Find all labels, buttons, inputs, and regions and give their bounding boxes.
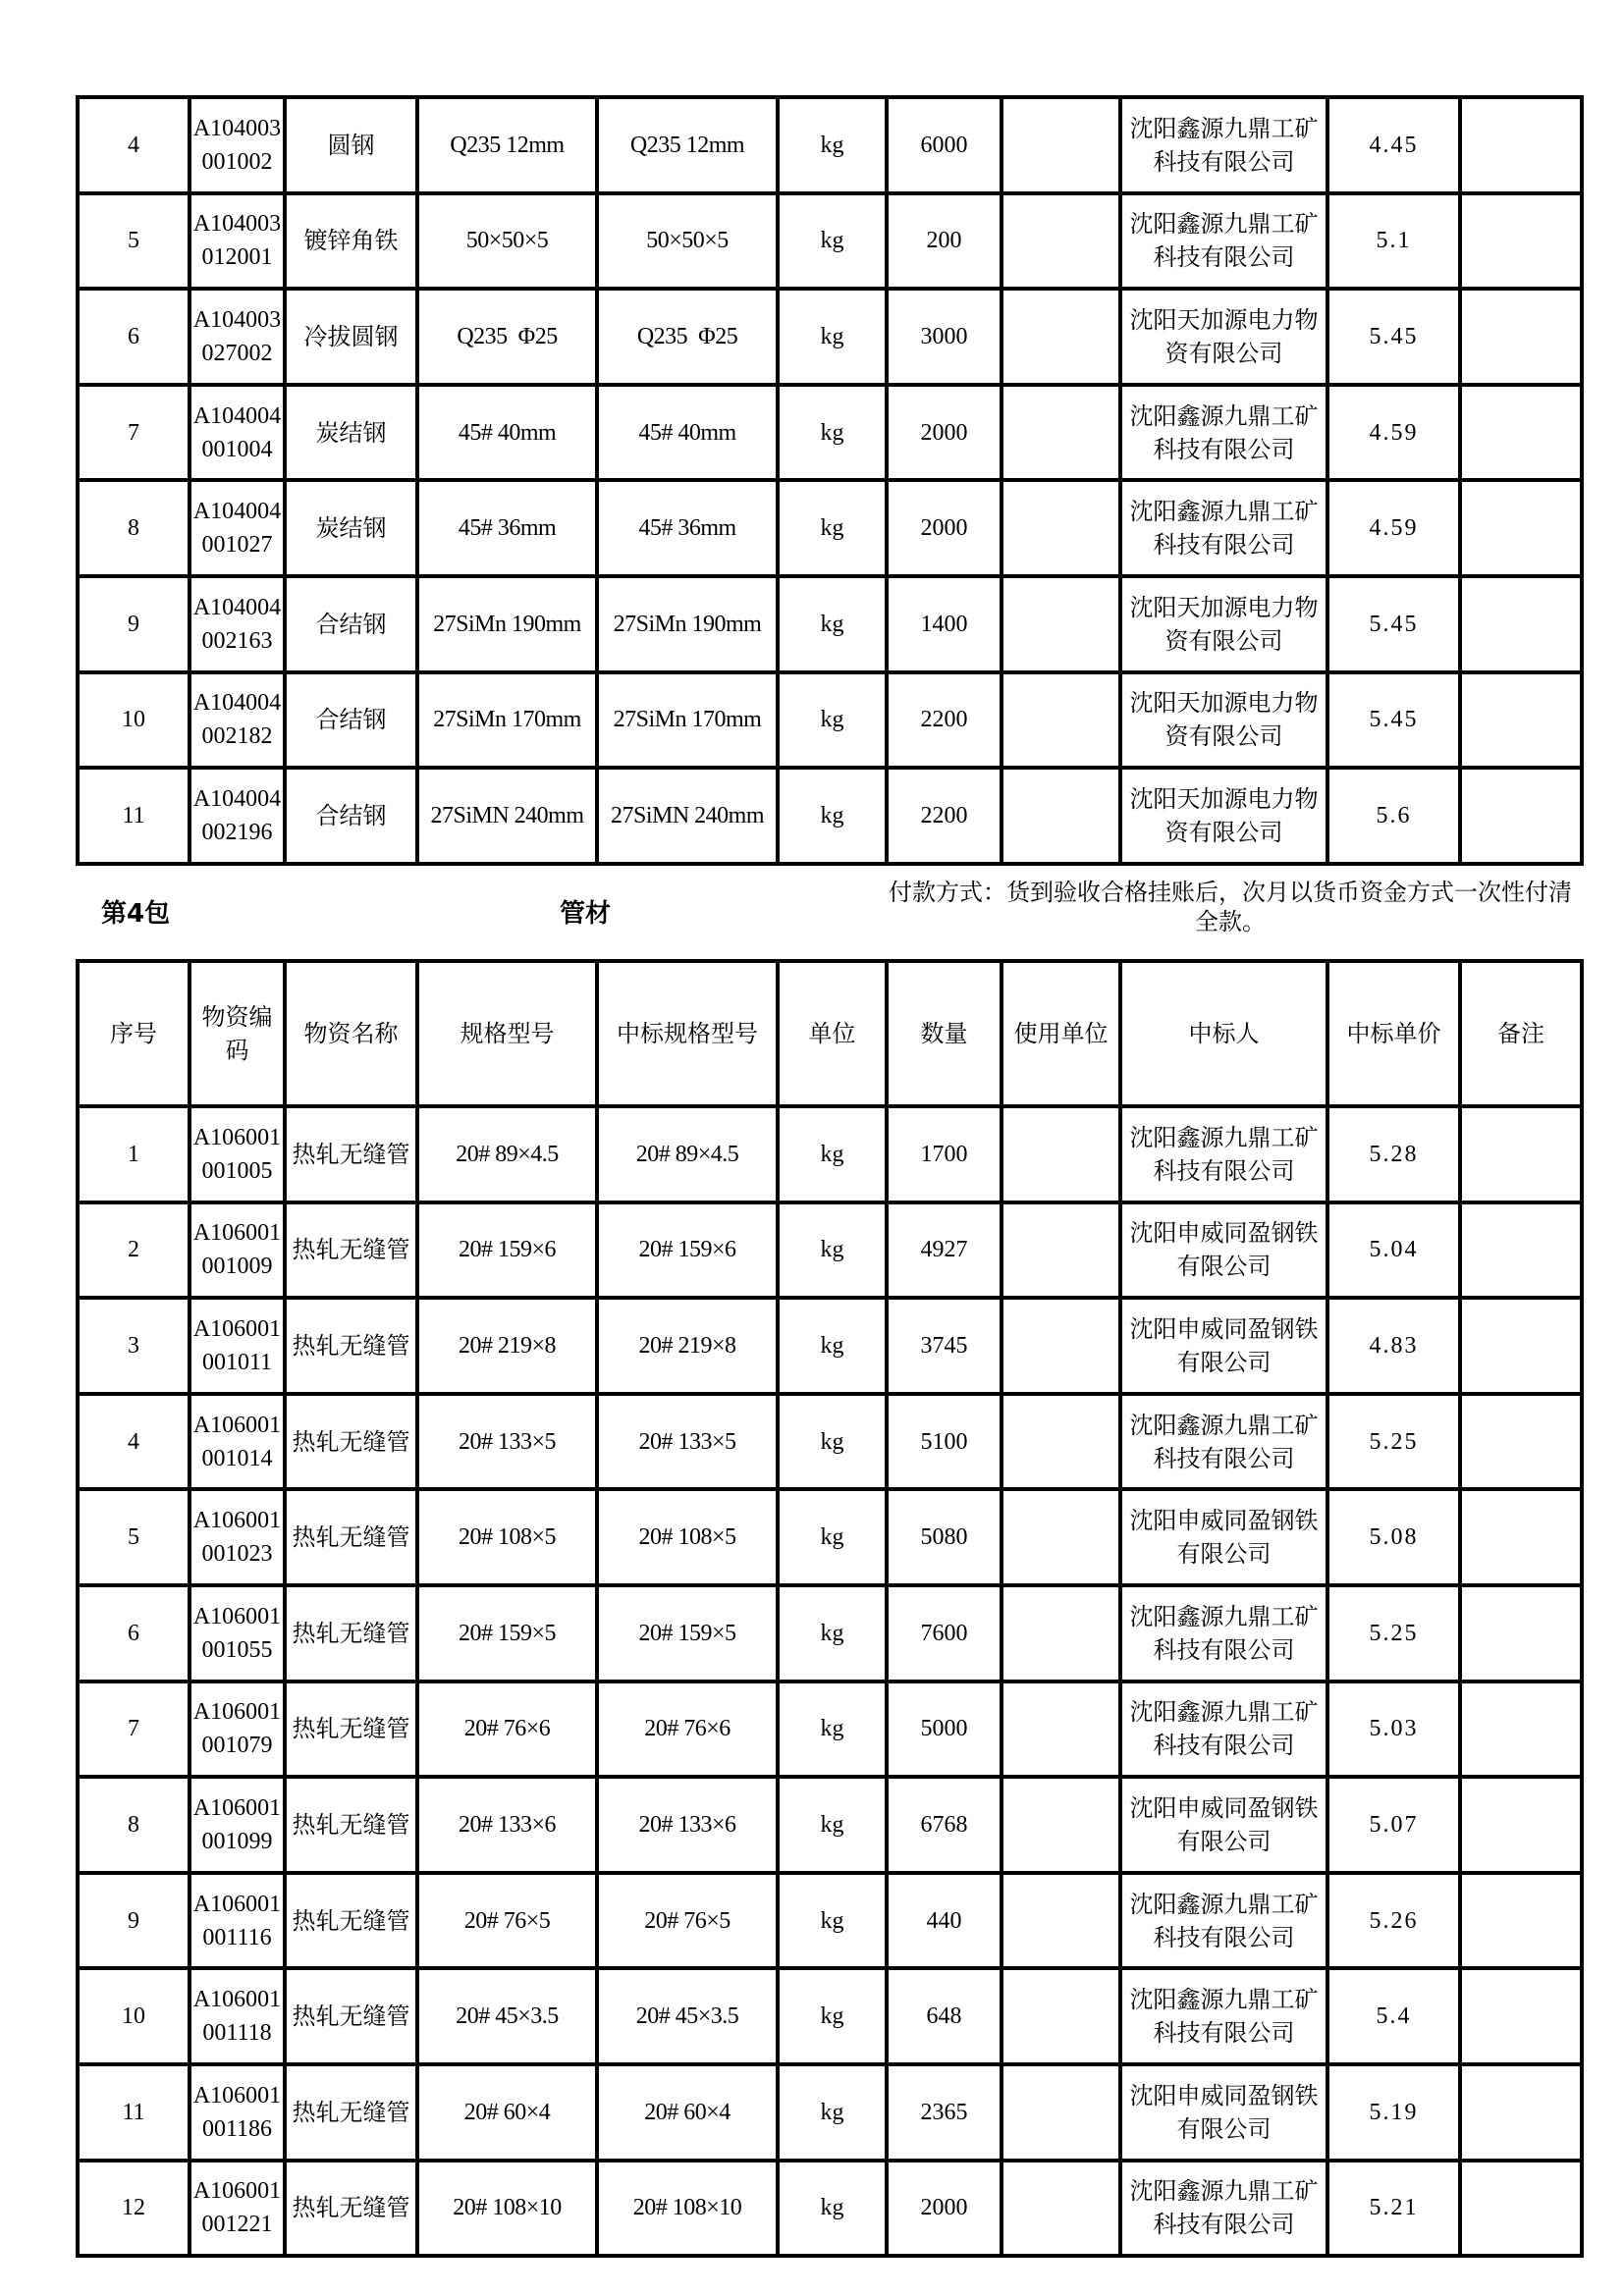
- cell-winning-bidder: 沈阳申威同盈钢铁有限公司: [1120, 1298, 1327, 1394]
- cell-unit-price: 5.25: [1327, 1394, 1460, 1490]
- cell-material-name: 合结钢: [285, 768, 417, 864]
- table-row: [78, 480, 1582, 576]
- package-category: 管材: [560, 899, 612, 929]
- cell-quantity: 7600: [887, 1585, 1001, 1682]
- cell-unit-price: 5.45: [1327, 576, 1460, 672]
- cell-spec: 20# 89×4.5: [417, 1106, 597, 1202]
- cell-unit-price: 4.59: [1327, 385, 1460, 481]
- cell-winning-bidder: 沈阳鑫源九鼎工矿科技有限公司: [1120, 2161, 1327, 2257]
- cell-quantity: 2000: [887, 385, 1001, 481]
- cell-material-name: 合结钢: [285, 576, 417, 672]
- cell-user-unit: [1001, 2064, 1120, 2161]
- cell-row-index: 5: [78, 1489, 189, 1585]
- table-row: [78, 1394, 1582, 1490]
- cell-unit: kg: [778, 1394, 887, 1490]
- table-row: [78, 1777, 1582, 1873]
- cell-quantity: 2365: [887, 2064, 1001, 2161]
- cell-unit: kg: [778, 1106, 887, 1202]
- cell-unit-price: 5.45: [1327, 289, 1460, 385]
- cell-row-index: 2: [78, 1202, 189, 1299]
- cell-unit-price: 5.26: [1327, 1873, 1460, 1969]
- cell-bid-spec: 27SiMn 190mm: [597, 576, 778, 672]
- cell-winning-bidder: 沈阳天加源电力物资有限公司: [1120, 289, 1327, 385]
- cell-quantity: 2200: [887, 768, 1001, 864]
- cell-remark: [1460, 672, 1582, 769]
- cell-unit: kg: [778, 97, 887, 193]
- cell-spec: 20# 159×5: [417, 1585, 597, 1682]
- cell-bid-spec: Q235 12mm: [597, 97, 778, 193]
- cell-user-unit: [1001, 385, 1120, 481]
- cell-bid-spec: 45# 36mm: [597, 480, 778, 576]
- cell-remark: [1460, 1106, 1582, 1202]
- cell-bid-spec: 20# 76×6: [597, 1682, 778, 1778]
- cell-spec: 20# 108×5: [417, 1489, 597, 1585]
- cell-unit-price: 5.19: [1327, 2064, 1460, 2161]
- cell-spec: 20# 60×4: [417, 2064, 597, 2161]
- cell-user-unit: [1001, 193, 1120, 290]
- cell-material-code: A104004001027: [189, 480, 285, 576]
- cell-row-index: 7: [78, 385, 189, 481]
- cell-spec: 20# 133×6: [417, 1777, 597, 1873]
- cell-quantity: 200: [887, 193, 1001, 290]
- cell-winning-bidder: 沈阳鑫源九鼎工矿科技有限公司: [1120, 1968, 1327, 2064]
- cell-material-code: A106001001118: [189, 1968, 285, 2064]
- cell-winning-bidder: 沈阳天加源电力物资有限公司: [1120, 672, 1327, 769]
- cell-bid-spec: 20# 159×6: [597, 1202, 778, 1299]
- cell-material-code: A104004002182: [189, 672, 285, 769]
- header-remark: 备注: [1460, 961, 1582, 1106]
- cell-unit: kg: [778, 768, 887, 864]
- cell-material-code: A106001001099: [189, 1777, 285, 1873]
- cell-bid-spec: 20# 108×5: [597, 1489, 778, 1585]
- table-row: [78, 1106, 1582, 1202]
- table-row: [78, 289, 1582, 385]
- cell-unit-price: 5.4: [1327, 1968, 1460, 2064]
- cell-quantity: 2200: [887, 672, 1001, 769]
- cell-winning-bidder: 沈阳鑫源九鼎工矿科技有限公司: [1120, 1873, 1327, 1969]
- cell-spec: 20# 133×5: [417, 1394, 597, 1490]
- cell-unit: kg: [778, 1298, 887, 1394]
- cell-user-unit: [1001, 2161, 1120, 2257]
- cell-user-unit: [1001, 1489, 1120, 1585]
- cell-user-unit: [1001, 1202, 1120, 1299]
- payment-terms: 付款方式：货到验收合格挂账后，次月以货币资金方式一次性付清全款。: [889, 879, 1572, 935]
- cell-row-index: 9: [78, 576, 189, 672]
- cell-unit: kg: [778, 2161, 887, 2257]
- cell-unit-price: 5.6: [1327, 768, 1460, 864]
- cell-unit: kg: [778, 1777, 887, 1873]
- cell-quantity: 648: [887, 1968, 1001, 2064]
- cell-unit-price: 5.07: [1327, 1777, 1460, 1873]
- cell-material-code: A106001001079: [189, 1682, 285, 1778]
- cell-winning-bidder: 沈阳鑫源九鼎工矿科技有限公司: [1120, 480, 1327, 576]
- cell-winning-bidder: 沈阳申威同盈钢铁有限公司: [1120, 1489, 1327, 1585]
- cell-unit: kg: [778, 385, 887, 481]
- cell-material-code: A104004001004: [189, 385, 285, 481]
- cell-remark: [1460, 385, 1582, 481]
- cell-user-unit: [1001, 1585, 1120, 1682]
- table-row: [78, 2161, 1582, 2257]
- cell-bid-spec: 27SiMn 170mm: [597, 672, 778, 769]
- cell-material-code: A106001001014: [189, 1394, 285, 1490]
- cell-user-unit: [1001, 1682, 1120, 1778]
- cell-row-index: 4: [78, 97, 189, 193]
- cell-unit-price: 5.03: [1327, 1682, 1460, 1778]
- cell-row-index: 5: [78, 193, 189, 290]
- cell-row-index: 8: [78, 1777, 189, 1873]
- header-spec: 规格型号: [417, 961, 597, 1106]
- cell-material-code: A106001001186: [189, 2064, 285, 2161]
- cell-unit: kg: [778, 1968, 887, 2064]
- cell-unit-price: 5.1: [1327, 193, 1460, 290]
- cell-row-index: 11: [78, 768, 189, 864]
- cell-unit-price: 5.08: [1327, 1489, 1460, 1585]
- cell-material-name: 热轧无缝管: [285, 1585, 417, 1682]
- cell-user-unit: [1001, 1394, 1120, 1490]
- cell-row-index: 3: [78, 1298, 189, 1394]
- cell-material-name: 冷拔圆钢: [285, 289, 417, 385]
- cell-unit: kg: [778, 1873, 887, 1969]
- table-row: [78, 672, 1582, 769]
- cell-quantity: 2000: [887, 2161, 1001, 2257]
- cell-unit: kg: [778, 2064, 887, 2161]
- cell-material-name: 圆钢: [285, 97, 417, 193]
- cell-user-unit: [1001, 672, 1120, 769]
- cell-quantity: 5000: [887, 1682, 1001, 1778]
- cell-material-name: 热轧无缝管: [285, 1394, 417, 1490]
- cell-row-index: 6: [78, 289, 189, 385]
- cell-material-code: A104003001002: [189, 97, 285, 193]
- cell-user-unit: [1001, 1777, 1120, 1873]
- cell-winning-bidder: 沈阳天加源电力物资有限公司: [1120, 576, 1327, 672]
- cell-row-index: 4: [78, 1394, 189, 1490]
- cell-unit-price: 5.28: [1327, 1106, 1460, 1202]
- cell-material-name: 热轧无缝管: [285, 2064, 417, 2161]
- cell-user-unit: [1001, 1968, 1120, 2064]
- cell-unit: kg: [778, 1682, 887, 1778]
- cell-winning-bidder: 沈阳鑫源九鼎工矿科技有限公司: [1120, 1682, 1327, 1778]
- package4-pipe-bid-table: [76, 959, 1584, 2258]
- cell-material-name: 镀锌角铁: [285, 193, 417, 290]
- cell-winning-bidder: 沈阳鑫源九鼎工矿科技有限公司: [1120, 1394, 1327, 1490]
- cell-material-name: 合结钢: [285, 672, 417, 769]
- cell-winning-bidder: 沈阳申威同盈钢铁有限公司: [1120, 1777, 1327, 1873]
- package-section-header: [76, 864, 1580, 959]
- cell-remark: [1460, 97, 1582, 193]
- cell-spec: 20# 45×3.5: [417, 1968, 597, 2064]
- cell-row-index: 10: [78, 1968, 189, 2064]
- header-index: 序号: [78, 961, 189, 1106]
- cell-material-name: 炭结钢: [285, 385, 417, 481]
- cell-remark: [1460, 1968, 1582, 2064]
- cell-bid-spec: 27SiMN 240mm: [597, 768, 778, 864]
- table-row: [78, 1682, 1582, 1778]
- cell-row-index: 11: [78, 2064, 189, 2161]
- cell-row-index: 7: [78, 1682, 189, 1778]
- cell-spec: 27SiMn 170mm: [417, 672, 597, 769]
- cell-spec: 20# 108×10: [417, 2161, 597, 2257]
- cell-remark: [1460, 1394, 1582, 1490]
- header-winning-bidder: 中标人: [1120, 961, 1327, 1106]
- cell-unit: kg: [778, 480, 887, 576]
- cell-remark: [1460, 193, 1582, 290]
- cell-material-code: A106001001116: [189, 1873, 285, 1969]
- table-row: [78, 193, 1582, 290]
- cell-material-code: A104003027002: [189, 289, 285, 385]
- cell-bid-spec: 20# 133×5: [597, 1394, 778, 1490]
- cell-bid-spec: Q235 Φ25: [597, 289, 778, 385]
- cell-bid-spec: 50×50×5: [597, 193, 778, 290]
- cell-winning-bidder: 沈阳鑫源九鼎工矿科技有限公司: [1120, 1585, 1327, 1682]
- table-row: [78, 768, 1582, 864]
- cell-user-unit: [1001, 1106, 1120, 1202]
- cell-bid-spec: 20# 89×4.5: [597, 1106, 778, 1202]
- cell-material-code: A106001001011: [189, 1298, 285, 1394]
- cell-quantity: 6768: [887, 1777, 1001, 1873]
- cell-bid-spec: 20# 76×5: [597, 1873, 778, 1969]
- cell-material-code: A106001001009: [189, 1202, 285, 1299]
- cell-unit: kg: [778, 672, 887, 769]
- cell-user-unit: [1001, 1298, 1120, 1394]
- cell-user-unit: [1001, 289, 1120, 385]
- cell-material-name: 热轧无缝管: [285, 1873, 417, 1969]
- cell-winning-bidder: 沈阳申威同盈钢铁有限公司: [1120, 1202, 1327, 1299]
- cell-unit-price: 5.04: [1327, 1202, 1460, 1299]
- cell-quantity: 2000: [887, 480, 1001, 576]
- cell-remark: [1460, 1777, 1582, 1873]
- cell-unit: kg: [778, 1585, 887, 1682]
- cell-quantity: 5100: [887, 1394, 1001, 1490]
- cell-winning-bidder: 沈阳鑫源九鼎工矿科技有限公司: [1120, 385, 1327, 481]
- cell-spec: 27SiMn 190mm: [417, 576, 597, 672]
- cell-remark: [1460, 289, 1582, 385]
- cell-remark: [1460, 1873, 1582, 1969]
- cell-remark: [1460, 1585, 1582, 1682]
- cell-remark: [1460, 2064, 1582, 2161]
- cell-unit: kg: [778, 289, 887, 385]
- header-unit-price: 中标单价: [1327, 961, 1460, 1106]
- cell-quantity: 3000: [887, 289, 1001, 385]
- cell-spec: 45# 40mm: [417, 385, 597, 481]
- cell-bid-spec: 45# 40mm: [597, 385, 778, 481]
- cell-material-code: A104004002163: [189, 576, 285, 672]
- header-material-name: 物资名称: [285, 961, 417, 1106]
- header-quantity: 数量: [887, 961, 1001, 1106]
- cell-remark: [1460, 480, 1582, 576]
- cell-remark: [1460, 1298, 1582, 1394]
- cell-material-code: A106001001055: [189, 1585, 285, 1682]
- cell-material-name: 热轧无缝管: [285, 1202, 417, 1299]
- cell-unit-price: 5.25: [1327, 1585, 1460, 1682]
- cell-remark: [1460, 576, 1582, 672]
- cell-unit-price: 5.45: [1327, 672, 1460, 769]
- cell-quantity: 1700: [887, 1106, 1001, 1202]
- cell-material-name: 热轧无缝管: [285, 2161, 417, 2257]
- cell-row-index: 9: [78, 1873, 189, 1969]
- cell-user-unit: [1001, 480, 1120, 576]
- table-row: [78, 1489, 1582, 1585]
- cell-material-code: A104004002196: [189, 768, 285, 864]
- cell-user-unit: [1001, 97, 1120, 193]
- cell-material-name: 热轧无缝管: [285, 1298, 417, 1394]
- cell-bid-spec: 20# 219×8: [597, 1298, 778, 1394]
- cell-spec: 20# 76×6: [417, 1682, 597, 1778]
- cell-material-name: 热轧无缝管: [285, 1489, 417, 1585]
- cell-spec: 20# 76×5: [417, 1873, 597, 1969]
- cell-user-unit: [1001, 768, 1120, 864]
- cell-quantity: 1400: [887, 576, 1001, 672]
- cell-winning-bidder: 沈阳鑫源九鼎工矿科技有限公司: [1120, 97, 1327, 193]
- cell-quantity: 3745: [887, 1298, 1001, 1394]
- cell-remark: [1460, 2161, 1582, 2257]
- cell-bid-spec: 20# 45×3.5: [597, 1968, 778, 2064]
- table-row: [78, 1202, 1582, 1299]
- package-number: 第4包: [101, 899, 171, 929]
- cell-material-code: A104003012001: [189, 193, 285, 290]
- cell-row-index: 1: [78, 1106, 189, 1202]
- package3-bid-table: [76, 95, 1584, 866]
- cell-quantity: 5080: [887, 1489, 1001, 1585]
- cell-unit-price: 4.83: [1327, 1298, 1460, 1394]
- cell-remark: [1460, 768, 1582, 864]
- cell-unit: kg: [778, 1489, 887, 1585]
- cell-quantity: 440: [887, 1873, 1001, 1969]
- cell-spec: 20# 159×6: [417, 1202, 597, 1299]
- cell-winning-bidder: 沈阳鑫源九鼎工矿科技有限公司: [1120, 1106, 1327, 1202]
- table-header-row: [78, 961, 1582, 1106]
- cell-unit-price: 5.21: [1327, 2161, 1460, 2257]
- cell-remark: [1460, 1682, 1582, 1778]
- cell-spec: 45# 36mm: [417, 480, 597, 576]
- cell-material-name: 热轧无缝管: [285, 1777, 417, 1873]
- cell-remark: [1460, 1202, 1582, 1299]
- cell-spec: Q235 12mm: [417, 97, 597, 193]
- cell-material-code: A106001001221: [189, 2161, 285, 2257]
- cell-bid-spec: 20# 133×6: [597, 1777, 778, 1873]
- cell-material-name: 热轧无缝管: [285, 1968, 417, 2064]
- cell-row-index: 12: [78, 2161, 189, 2257]
- table-row: [78, 576, 1582, 672]
- header-user-unit: 使用单位: [1001, 961, 1120, 1106]
- table-row: [78, 1298, 1582, 1394]
- cell-bid-spec: 20# 108×10: [597, 2161, 778, 2257]
- cell-remark: [1460, 1489, 1582, 1585]
- cell-material-name: 热轧无缝管: [285, 1682, 417, 1778]
- cell-spec: 50×50×5: [417, 193, 597, 290]
- cell-material-name: 热轧无缝管: [285, 1106, 417, 1202]
- table-row: [78, 1873, 1582, 1969]
- cell-material-code: A106001001023: [189, 1489, 285, 1585]
- cell-winning-bidder: 沈阳申威同盈钢铁有限公司: [1120, 2064, 1327, 2161]
- cell-quantity: 6000: [887, 97, 1001, 193]
- cell-winning-bidder: 沈阳鑫源九鼎工矿科技有限公司: [1120, 193, 1327, 290]
- table-row: [78, 1968, 1582, 2064]
- table-row: [78, 1585, 1582, 1682]
- table-row: [78, 2064, 1582, 2161]
- cell-unit: kg: [778, 576, 887, 672]
- cell-unit-price: 4.45: [1327, 97, 1460, 193]
- cell-bid-spec: 20# 60×4: [597, 2064, 778, 2161]
- table-row: [78, 385, 1582, 481]
- cell-unit: kg: [778, 193, 887, 290]
- cell-user-unit: [1001, 576, 1120, 672]
- header-unit: 单位: [778, 961, 887, 1106]
- cell-unit-price: 4.59: [1327, 480, 1460, 576]
- cell-unit: kg: [778, 1202, 887, 1299]
- cell-row-index: 8: [78, 480, 189, 576]
- header-material-code: 物资编码: [189, 961, 285, 1106]
- header-bid-spec: 中标规格型号: [597, 961, 778, 1106]
- cell-bid-spec: 20# 159×5: [597, 1585, 778, 1682]
- cell-user-unit: [1001, 1873, 1120, 1969]
- cell-spec: 27SiMN 240mm: [417, 768, 597, 864]
- table-row: [78, 97, 1582, 193]
- cell-material-name: 炭结钢: [285, 480, 417, 576]
- cell-row-index: 6: [78, 1585, 189, 1682]
- cell-spec: 20# 219×8: [417, 1298, 597, 1394]
- cell-quantity: 4927: [887, 1202, 1001, 1299]
- cell-spec: Q235 Φ25: [417, 289, 597, 385]
- cell-material-code: A106001001005: [189, 1106, 285, 1202]
- cell-winning-bidder: 沈阳天加源电力物资有限公司: [1120, 768, 1327, 864]
- cell-row-index: 10: [78, 672, 189, 769]
